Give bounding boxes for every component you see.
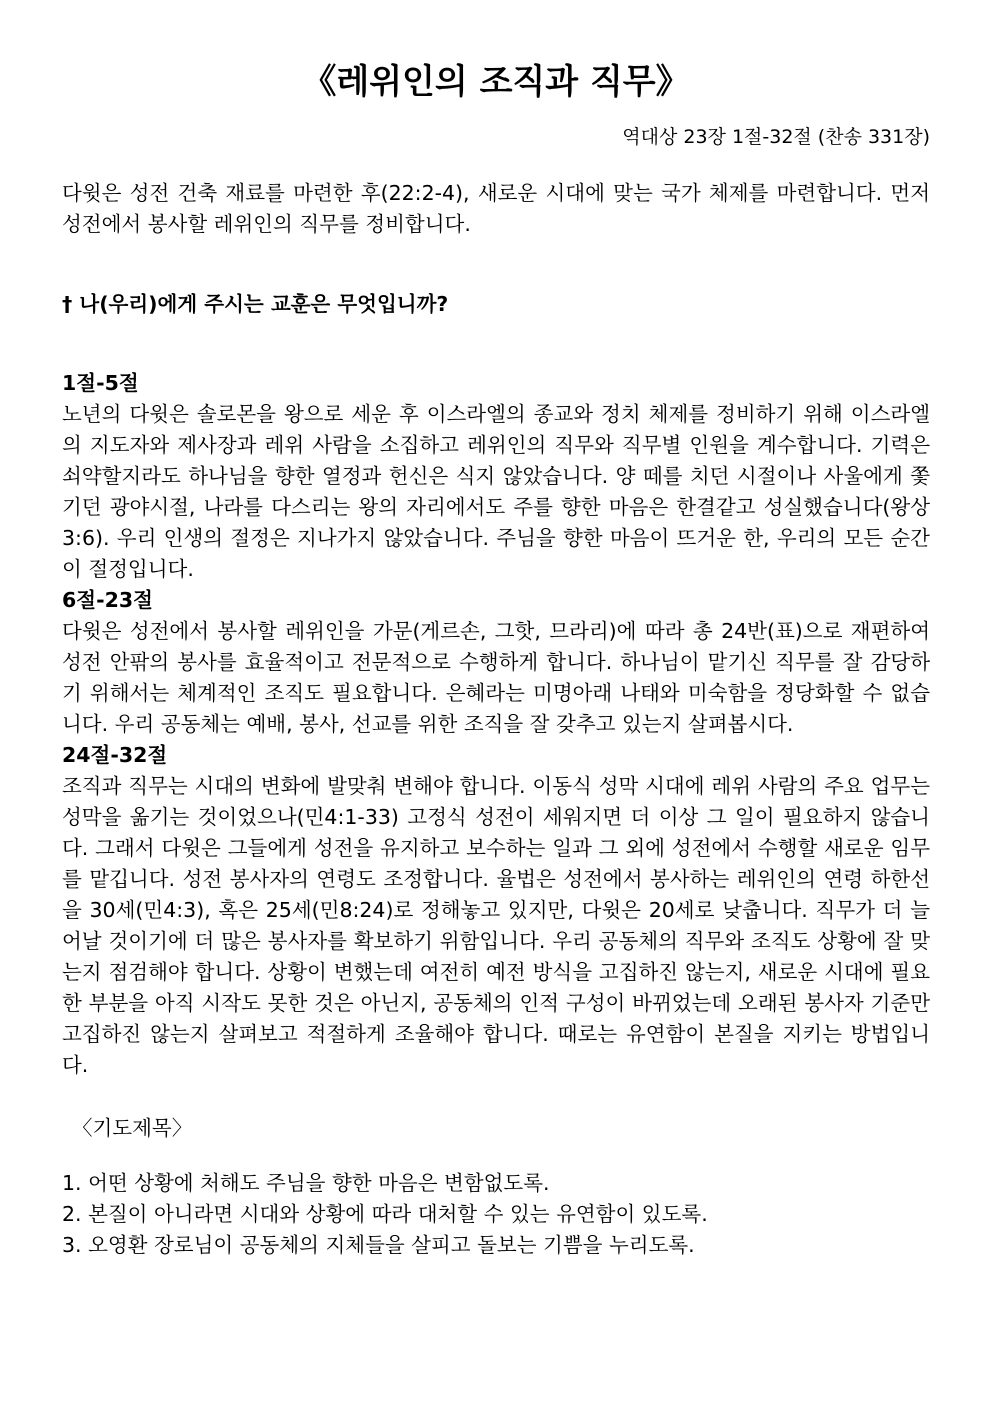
prayer-list	[62, 1168, 930, 1261]
prayer-item: 1. 어떤 상황에 처해도 주님을 향한 마음은 변함없도록.	[62, 1171, 550, 1195]
intro-paragraph: 다윗은 성전 건축 재료를 마련한 후(22:2-4), 새로운 시대에 맞는 국가 체제를 마련합니다. 먼저 성전에서 봉사할 레위인의 직무를 정비합니다.	[62, 181, 930, 236]
page-title: 《레위인의 조직과 직무》	[302, 62, 690, 102]
lesson-heading: † 나(우리)에게 주시는 교훈은 무엇입니까?	[62, 292, 449, 316]
section-heading: 24절-32절	[62, 743, 168, 767]
section-body: 노년의 다윗은 솔로몬을 왕으로 세운 후 이스라엘의 종교와 정치 체제를 정비하기 위해 이스라엘의 지도자와 제사장과 레위 사람을 소집하고 레위인의 직무와 직무별 인원을 계수합니다. 기력은 쇠약할지라도 하나님을 향한 열정과 헌신은 식지 않았습니다. 양 떼를 치던 시절이나 사울에게 쫓기던 광야시절, 나라를 다스리는 왕의 자리에서도 주를 향한 마음은 한결같고 성실했습니다(왕상3:6). 우리 인생의 절정은 지나가지 않았습니다. 주님을 향한 마음이 뜨거운 한, 우리의 모든 순간이 절정입니다.	[62, 402, 930, 581]
section-1-5	[62, 368, 930, 585]
section-body: 조직과 직무는 시대의 변화에 발맞춰 변해야 합니다. 이동식 성막 시대에 레위 사람의 주요 업무는 성막을 옮기는 것이었으나(민4:1-33) 고정식 성전이 세워지면 더 이상 그 일이 필요하지 않습니다. 그래서 다윗은 그들에게 성전을 유지하고 보수하는 일과 그 외에 성전에서 수행할 새로운 임무를 맡깁니다. 성전 봉사자의 연령도 조정합니다. 율법은 성전에서 봉사하는 레위인의 연령 하한선을 30세(민4:3), 혹은 25세(민8:24)로 정해놓고 있지만, 다윗은 20세로 낮춥니다. 직무가 더 늘어날 것이기에 더 많은 봉사자를 확보하기 위함입니다. 우리 공동체의 직무와 조직도 상황에 잘 맞는지 점검해야 합니다. 상황이 변했는데 여전히 예전 방식을 고집하진 않는지, 새로운 시대에 필요한 부분을 아직 시작도 못한 것은 아닌지, 공동체의 인적 구성이 바뀌었는데 오래된 봉사자 기준만 고집하진 않는지 살펴보고 적절하게 조율해야 합니다. 때로는 유연함이 본질을 지키는 방법입니다.	[62, 774, 930, 1077]
section-24-32	[62, 740, 930, 1081]
section-6-23	[62, 585, 930, 740]
prayer-item: 3. 오영환 장로님이 공동체의 지체들을 살피고 돌보는 기쁨을 누리도록.	[62, 1233, 695, 1257]
section-heading: 6절-23절	[62, 588, 153, 612]
devotional-page	[62, 58, 930, 1261]
section-heading: 1절-5절	[62, 371, 139, 395]
section-body: 다윗은 성전에서 봉사할 레위인을 가문(게르손, 그핫, 므라리)에 따라 총 24반(표)으로 재편하여 성전 안팎의 봉사를 효율적이고 전문적으로 수행하게 합니다. 하나님이 맡기신 직무를 잘 감당하기 위해서는 체계적인 조직도 필요합니다. 은혜라는 미명아래 나태와 미숙함을 정당화할 수 없습니다. 우리 공동체는 예배, 봉사, 선교를 위한 조직을 잘 갖추고 있는지 살펴봅시다.	[62, 619, 930, 736]
prayer-item: 2. 본질이 아니라면 시대와 상황에 따라 대처할 수 있는 유연함이 있도록.	[62, 1202, 708, 1226]
scripture-reference: 역대상 23장 1절-32절 (찬송 331장)	[622, 126, 930, 148]
prayer-heading: 〈기도제목〉	[72, 1116, 193, 1140]
